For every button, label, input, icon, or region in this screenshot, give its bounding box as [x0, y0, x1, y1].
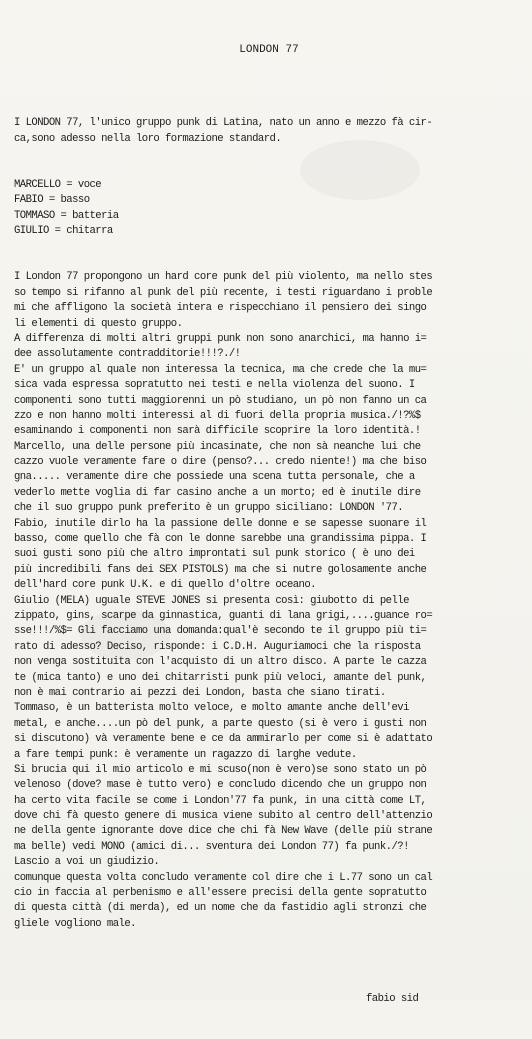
text-line: rato di adesso? Deciso, risponde: i C.D.H. Auguriamoci che la risposta [14, 640, 421, 653]
text-line: basso, come quello che fà con le donne sarebbe una grandissima pippa. I [14, 533, 427, 546]
text-line: I LONDON 77, l'unico gruppo punk di Latina, nato un anno e mezzo fà cir- [14, 117, 433, 130]
text-line: più incredibili fans dei SEX PISTOLS) ma che si nutre golosamente anche [14, 563, 427, 576]
text-line: I London 77 propongono un hard core punk del più violento, ma nello stes [14, 271, 433, 284]
text-line: ha certo vita facile se come i London'77 fa punk, in una città come LT, [14, 794, 427, 807]
signature: fabio sid [366, 993, 419, 1006]
text-line: FABIO = basso [14, 194, 90, 207]
text-line: si discutono) và veramente bene e ce da ammirarlo per come si è adattato [14, 733, 433, 746]
text-line: Giulio (MELA) uguale STEVE JONES si presenta così: giubotto di pelle [14, 594, 409, 607]
text-line: esaminando i componenti non sarà difficile scoprire la loro identità.! [14, 425, 421, 438]
text-line: dee assolutamente contradditorie!!!?./! [14, 348, 241, 361]
article-text [14, 12, 524, 1039]
text-line: a fare tempi punk: è veramente un ragazzo di larghe vedute. [14, 748, 357, 761]
text-line: comunque questa volta concludo veramente col dire che i L.77 sono un cal [14, 871, 433, 884]
text-line: MARCELLO = voce [14, 179, 102, 192]
text-line: gna..... veramente dire che possiede una scena tutta personale, che a [14, 471, 415, 484]
text-line: zippato, gins, scarpe da ginnastica, guanti di lana grigi,....guance ro= [14, 610, 433, 622]
text-line: so tempo si rifanno al punk del più recente, i testi riguardano i proble [14, 286, 433, 299]
text-line: zzo e non hanno molti interessi al di fuori della propria musica./!?%$ [14, 409, 421, 422]
member-list [14, 178, 524, 240]
text-line: te (mica tanto) e uno dei chitarristi punk più veloci, amante del punk, [14, 671, 427, 684]
article-title: LONDON 77 [239, 43, 299, 56]
text-line: Lascio a voi un giudizio. [14, 856, 160, 869]
text-line: metal, e anche....un pò del punk, a parte questo (si è vero i gusti non [14, 717, 427, 730]
article-body [14, 270, 524, 932]
text-line: dell'hard core punk U.K. e di quello d'oltre oceano. [14, 579, 316, 592]
text-line: mi che affligono la società intera e rispecchiano il pensiero dei singo [14, 302, 427, 315]
text-line: TOMMASO = batteria [14, 209, 119, 222]
text-line: che il suo gruppo punk preferito è un gruppo siciliano: LONDON '77. [14, 502, 404, 515]
text-line: velenoso (dove? mase è tutto vero) e concludo dicendo che un gruppo non [14, 779, 427, 792]
text-line: sse!!!/%$= Gli facciamo una domanda:qual'è secondo te il gruppo più ti= [14, 625, 427, 638]
text-line: ca,sono adesso nella loro formazione standard. [14, 132, 282, 145]
text-line: Marcello, una delle persone più incasinate, che non sà neanche lui che [14, 440, 421, 453]
text-line: componenti sono tutti maggiorenni un pò studiano, un pò non fanno un ca [14, 394, 427, 407]
text-line: non venga sostituita con l'acquisto di un altro disco. A parte le cazza [14, 656, 427, 669]
text-line: cazzo vuole veramente fare o dire (penso?... credo niente!) ma che biso [14, 456, 427, 469]
text-line: GIULIO = chitarra [14, 225, 113, 238]
text-line: ne della gente ignorante dove dice che chi fà New Wave (delle più strane [14, 825, 433, 838]
text-line: non è mai contrario ai pezzi dei London, basta che siano tirati. [14, 686, 386, 699]
intro-paragraph [14, 116, 524, 147]
text-line: Si brucia qui il mio articolo e mi scuso(non è vero)se sono stato un pò [14, 763, 427, 776]
text-line: dove chi fà questo genere di musica viene subito al centro dell'attenzio [14, 810, 433, 823]
text-line: Tommaso, è un batterista molto veloce, e molto amante anche dell'evi [14, 702, 409, 715]
text-line: sica vada espressa sopratutto nei testi e nella violenza del suono. I [14, 379, 415, 392]
text-line: E' un gruppo al quale non interessa la tecnica, ma che crede che la mu= [14, 363, 427, 376]
text-line: ma belle) vedi MONO (amici di... sventura dei London 77) fa punk./?! [14, 840, 409, 853]
text-line: gliele vogliono male. [14, 917, 136, 930]
text-line: A differenza di molti altri gruppi punk non sono anarchici, ma hanno i= [14, 332, 427, 345]
text-line: cio in faccia al perbenismo e all'essere precisi della gente sopratutto [14, 887, 427, 900]
text-line: suoi gusti sono più che altro improntati sul punk storico ( è uno dei [14, 548, 415, 561]
text-line: vederlo mette voglia di far casino anche a un morto; ed è inutile dire [14, 486, 421, 499]
text-line: di questa città (di merda), ed un nome che da fastidio agli stronzi che [14, 902, 427, 915]
text-line: li elementi di questo gruppo. [14, 317, 183, 330]
text-line: Fabio, inutile dirlo ha la passione delle donne e se sapesse suonare il [14, 517, 427, 530]
